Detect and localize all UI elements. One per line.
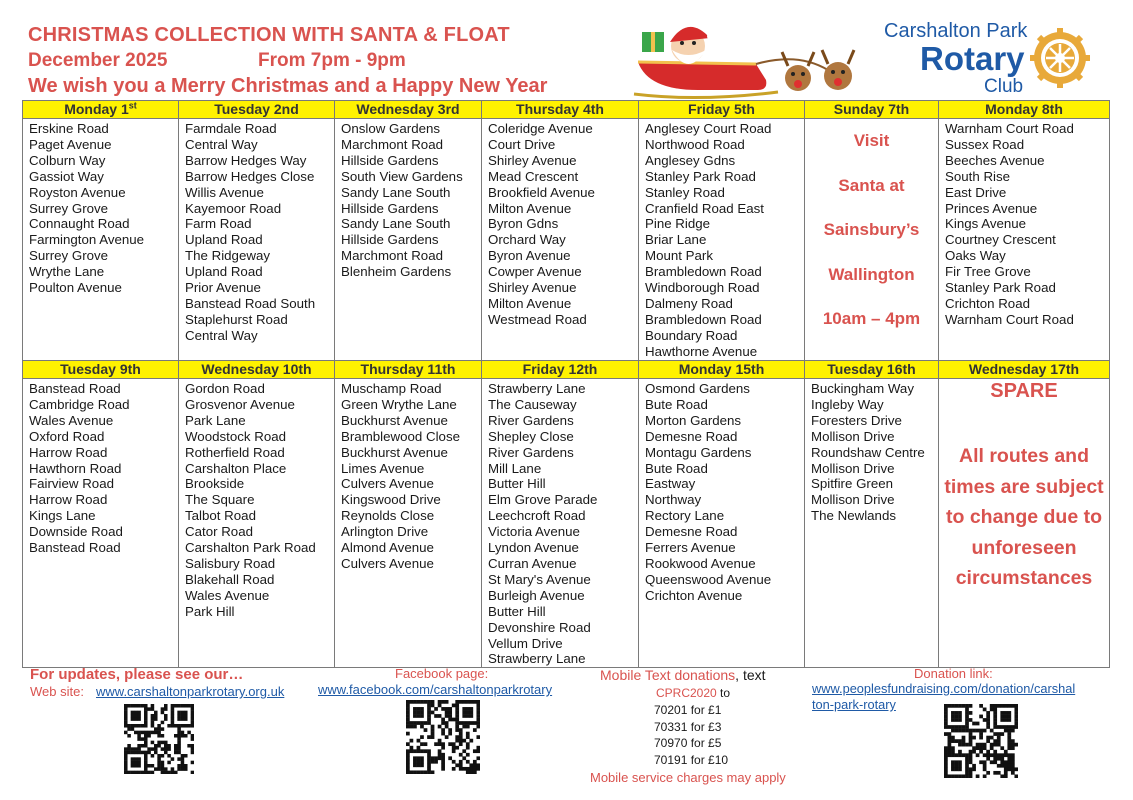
list-item: Limes Avenue (341, 460, 425, 476)
list-item: Almond Avenue (341, 540, 434, 556)
list-item: Leechcroft Road (488, 508, 586, 524)
list-item: Oxford Road (29, 428, 105, 444)
month-text: December 2025 (28, 50, 168, 71)
list-item: Butter Hill (488, 603, 546, 619)
list-item: Hawthorn Road (29, 460, 122, 476)
list-item: Brambledown Road (645, 264, 762, 280)
list-item: Marchmont Road (341, 248, 443, 264)
list-item: The Causeway (488, 396, 577, 412)
list-item: Queenswood Avenue (645, 571, 772, 587)
list-item: Gassiot Way (29, 168, 104, 184)
list-item: Mount Park (645, 248, 713, 264)
list-item: Poulton Avenue (29, 280, 122, 296)
list-item: Elm Grove Parade (488, 492, 598, 508)
list-item: Dalmeny Road (645, 295, 733, 311)
donation-qr-code[interactable] (944, 704, 1018, 778)
list-item: Courtney Crescent (945, 232, 1056, 248)
list-item: Demesne Road (645, 524, 738, 540)
list-item: South View Gardens (341, 168, 463, 184)
list-item: Connaught Road (29, 216, 130, 232)
list-item: Bute Road (645, 460, 708, 476)
list-item: Kingswood Drive (341, 492, 441, 508)
list-item: Brookfield Avenue (488, 184, 595, 200)
list-item: Buckhurst Avenue (341, 412, 448, 428)
list-item: Court Drive (488, 136, 556, 152)
road-list (805, 379, 939, 668)
list-item: Mollison Drive (811, 492, 895, 508)
road-list (335, 119, 482, 361)
list-item: Brambledown Road (645, 311, 762, 327)
list-item: Barrow Hedges Way (185, 152, 307, 168)
list-item: Muschamp Road (341, 381, 442, 396)
list-item: The Newlands (811, 508, 896, 524)
road-list (939, 119, 1110, 361)
list-item: Morton Gardens (645, 412, 742, 428)
list-item: Butter Hill (488, 476, 546, 492)
list-item: Farmdale Road (185, 121, 277, 136)
list-item: Hillside Gardens (341, 152, 439, 168)
list-item: Central Way (185, 327, 258, 343)
day-header: Tuesday 2nd (179, 101, 335, 119)
day-header: Friday 5th (639, 101, 805, 119)
day-header: Wednesday 10th (179, 361, 335, 379)
day-header: Monday 1st (23, 101, 179, 119)
list-item: Montagu Gardens (645, 444, 752, 460)
list-item: Windborough Road (645, 280, 760, 296)
list-item: Milton Avenue (488, 200, 572, 216)
list-item: Spitfire Green (811, 476, 894, 492)
list-item: Shepley Close (488, 428, 574, 444)
list-item: Demesne Road (645, 428, 738, 444)
road-list (639, 379, 805, 668)
road-list (23, 379, 179, 668)
list-item: Kayemoor Road (185, 200, 282, 216)
list-item: Shirley Avenue (488, 280, 577, 296)
road-list (179, 379, 335, 668)
list-item: Salisbury Road (185, 555, 276, 571)
santa-sleigh-illustration (628, 12, 878, 100)
list-item: Sandy Lane South (341, 184, 451, 200)
updates-heading: For updates, please see our… (30, 666, 244, 683)
website-label: Web site: (30, 684, 84, 699)
list-item: Wales Avenue (185, 587, 270, 603)
list-item: Harrow Road (29, 444, 108, 460)
list-item: Surrey Grove (29, 200, 109, 216)
list-item: Eastway (645, 476, 696, 492)
list-item: Cowper Avenue (488, 264, 582, 280)
list-item: Beeches Avenue (945, 152, 1045, 168)
day-header: Thursday 11th (335, 361, 482, 379)
list-item: Warnham Court Road (945, 311, 1074, 327)
list-item: Central Way (185, 136, 258, 152)
list-item: Curran Avenue (488, 555, 577, 571)
road-list (23, 119, 179, 361)
list-item: Coleridge Avenue (488, 121, 593, 136)
list-item: South Rise (945, 168, 1011, 184)
list-item: Brookside (185, 476, 245, 492)
list-item: Santa at (838, 175, 905, 195)
list-item: Mollison Drive (811, 460, 895, 476)
list-item: Fairview Road (29, 476, 114, 492)
list-item: Bute Road (645, 396, 708, 412)
collection-schedule-table (22, 100, 1110, 668)
day-header: Thursday 4th (482, 101, 639, 119)
list-item: Northwood Road (645, 136, 745, 152)
donation-label: Donation link: (914, 666, 993, 681)
title-line: CHRISTMAS COLLECTION WITH SANTA & FLOAT (28, 24, 510, 46)
list-item: Milton Avenue (488, 295, 572, 311)
road-list (482, 379, 639, 668)
list-item: Culvers Avenue (341, 555, 434, 571)
change-disclaimer: All routes and times are subject to change due to unforeseen circumstances (944, 445, 1104, 589)
list-item: Cranfield Road East (645, 200, 764, 216)
list-item: 70970 for £5 (654, 736, 722, 750)
list-item: River Gardens (488, 444, 574, 460)
list-item: 70331 for £3 (654, 719, 722, 734)
list-item: Byron Gdns (488, 216, 559, 232)
list-item: Anglesey Gdns (645, 152, 736, 168)
list-item: Princes Avenue (945, 200, 1038, 216)
greeting-line: We wish you a Merry Christmas and a Happy New Year (28, 75, 548, 97)
list-item: Shirley Avenue (488, 152, 577, 168)
list-item: Wrythe Lane (29, 264, 105, 280)
list-item: Crichton Road (945, 295, 1030, 311)
list-item: Sainsbury’s (823, 220, 920, 239)
list-item: Rotherfield Road (185, 444, 285, 460)
list-item: Visit (853, 131, 890, 150)
list-item: Royston Avenue (29, 184, 126, 200)
list-item: Strawberry Lane (488, 651, 586, 667)
spare-day-notice (939, 379, 1110, 668)
list-item: Farm Road (185, 216, 252, 232)
list-item: Reynolds Close (341, 508, 435, 524)
list-item: Woodstock Road (185, 428, 287, 444)
list-item: Bramblewood Close (341, 428, 460, 444)
list-item: Ferrers Avenue (645, 540, 736, 556)
list-item: Mead Crescent (488, 168, 579, 184)
road-list (482, 119, 639, 361)
list-item: Rectory Lane (645, 508, 725, 524)
list-item: Green Wrythe Lane (341, 396, 457, 412)
list-item: Buckingham Way (811, 381, 914, 396)
facebook-label: Facebook page: (395, 666, 489, 681)
donation-link[interactable]: www.peoplesfundraising.com/donation/carshal (812, 681, 1076, 696)
time-text: From 7pm - 9pm (258, 50, 406, 71)
road-list (179, 119, 335, 361)
list-item: Banstead Road South (185, 295, 316, 311)
list-item: Stanley Road (645, 184, 725, 200)
website-qr-code[interactable] (124, 704, 194, 774)
list-item: Blenheim Gardens (341, 264, 452, 280)
org-name-line3: Club (984, 76, 1024, 97)
list-item: Upland Road (185, 232, 263, 248)
list-item: Sandy Lane South (341, 216, 451, 232)
list-item: Kings Avenue (945, 216, 1027, 232)
donation-link-cont[interactable]: ton-park-rotary (812, 697, 896, 712)
website-link[interactable]: www.carshaltonparkrotary.org.uk (96, 684, 285, 699)
list-item: Roundshaw Centre (811, 444, 925, 460)
list-item: Wales Avenue (29, 412, 114, 428)
list-item: Byron Avenue (488, 248, 571, 264)
list-item: Grosvenor Avenue (185, 396, 295, 412)
list-item: Sussex Road (945, 136, 1025, 152)
service-charge-note: Mobile service charges may apply (590, 770, 786, 785)
day-header: Wednesday 17th (939, 361, 1110, 379)
list-item: Blakehall Road (185, 571, 275, 587)
text-donation-options (654, 702, 728, 768)
list-item: Staplehurst Road (185, 311, 288, 327)
list-item: Orchard Way (488, 232, 566, 248)
list-item: Carshalton Park Road (185, 540, 316, 556)
list-item: Foresters Drive (811, 412, 902, 428)
list-item: Buckhurst Avenue (341, 444, 448, 460)
list-item: Carshalton Place (185, 460, 287, 476)
list-item: Farmington Avenue (29, 232, 145, 248)
list-item: Upland Road (185, 264, 263, 280)
list-item: Park Lane (185, 412, 246, 428)
list-item: Strawberry Lane (488, 381, 586, 396)
day-header: Friday 12th (482, 361, 639, 379)
list-item: Pine Ridge (645, 216, 711, 232)
day-header: Tuesday 16th (805, 361, 939, 379)
list-item: Stanley Park Road (645, 168, 756, 184)
list-item: Cator Road (185, 524, 253, 540)
list-item: The Square (185, 492, 255, 508)
list-item: Barrow Hedges Close (185, 168, 315, 184)
list-item: Park Hill (185, 603, 235, 619)
list-item: Banstead Road (29, 381, 121, 396)
facebook-qr-code[interactable] (406, 700, 480, 774)
list-item: Arlington Drive (341, 524, 429, 540)
list-item: Hillside Gardens (341, 232, 439, 248)
list-item: Rookwood Avenue (645, 555, 756, 571)
list-item: Lyndon Avenue (488, 540, 579, 556)
day-header: Wednesday 3rd (335, 101, 482, 119)
day-header: Sunday 7th (805, 101, 939, 119)
org-name-line2: Rotary (920, 40, 1025, 77)
list-item: Northway (645, 492, 702, 508)
list-item: The Ridgeway (185, 248, 270, 264)
list-item: Banstead Road (29, 540, 121, 556)
list-item: Surrey Grove (29, 248, 109, 264)
list-item: Culvers Avenue (341, 476, 434, 492)
rotary-logo (880, 18, 1080, 98)
list-item: Colburn Way (29, 152, 106, 168)
list-item: Boundary Road (645, 327, 738, 343)
list-item: Erskine Road (29, 121, 109, 136)
list-item: Wallington (828, 264, 915, 284)
list-item: Fir Tree Grove (945, 264, 1031, 280)
text-code-line: CPRC2020 to (656, 686, 731, 700)
list-item: Warnham Court Road (945, 121, 1074, 136)
list-item: Harrow Road (29, 492, 108, 508)
list-item: Briar Lane (645, 232, 707, 248)
list-item: St Mary's Avenue (488, 571, 591, 587)
spare-label: SPARE (990, 380, 1058, 402)
list-item: Stanley Park Road (945, 280, 1056, 296)
list-item: Devonshire Road (488, 619, 591, 635)
list-item: Hawthorne Avenue (645, 343, 758, 359)
list-item: Hillside Gardens (341, 200, 439, 216)
list-item: Crichton Avenue (645, 587, 743, 603)
list-item: River Gardens (488, 412, 574, 428)
date-time-line (28, 50, 406, 72)
list-item: East Drive (945, 184, 1007, 200)
list-item: Mollison Drive (811, 428, 895, 444)
day-header: Monday 15th (639, 361, 805, 379)
list-item: Mill Lane (488, 460, 542, 476)
list-item: Marchmont Road (341, 136, 443, 152)
facebook-link[interactable]: www.facebook.com/carshaltonparkrotary (318, 682, 553, 697)
santa-visit-notice (805, 119, 939, 361)
list-item: Talbot Road (185, 508, 256, 524)
list-item: 70201 for £1 (654, 703, 722, 717)
list-item: Vellum Drive (488, 635, 563, 651)
list-item: Onslow Gardens (341, 121, 441, 136)
list-item: 70191 for £10 (654, 752, 729, 767)
list-item: Paget Avenue (29, 136, 112, 152)
road-list (639, 119, 805, 361)
list-item: Osmond Gardens (645, 381, 750, 396)
list-item: Kings Lane (29, 508, 96, 524)
list-item: Ingleby Way (811, 396, 884, 412)
road-list (335, 379, 482, 668)
rotary-wheel-icon (1030, 28, 1090, 88)
day-header: Tuesday 9th (23, 361, 179, 379)
list-item: Victoria Avenue (488, 524, 580, 540)
list-item: Downside Road (29, 524, 123, 540)
list-item: Anglesey Court Road (645, 121, 772, 136)
list-item: Willis Avenue (185, 184, 264, 200)
org-name-line1: Carshalton Park (884, 20, 1028, 42)
list-item: Westmead Road (488, 311, 587, 327)
list-item: Oaks Way (945, 248, 1006, 264)
list-item: 10am – 4pm (822, 309, 921, 328)
text-donations-heading: Mobile Text donations, text (600, 667, 766, 683)
list-item: Gordon Road (185, 381, 265, 396)
day-header: Monday 8th (939, 101, 1110, 119)
list-item: Prior Avenue (185, 280, 261, 296)
list-item: Burleigh Avenue (488, 587, 585, 603)
list-item: Cambridge Road (29, 396, 130, 412)
